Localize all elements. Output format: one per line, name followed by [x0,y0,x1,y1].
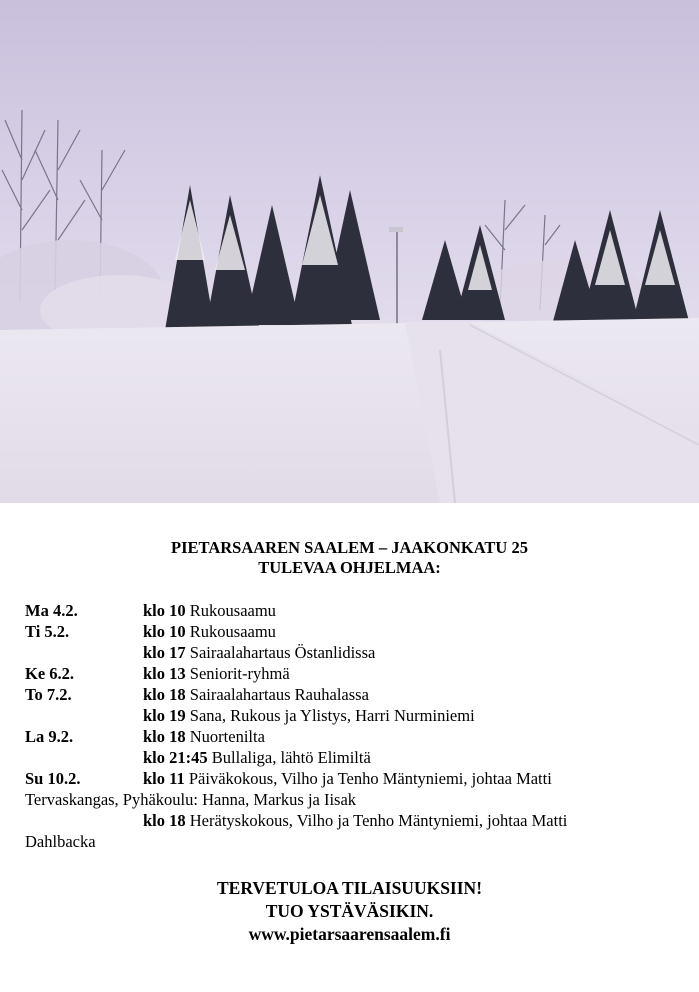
schedule-row [25,768,685,789]
church-address-title: PIETARSAAREN SAALEM – JAAKONKATU 25 [171,538,528,557]
schedule-event: Rukousaamu [189,622,276,641]
schedule-day [25,705,143,726]
schedule-day [25,642,143,663]
schedule-row [25,705,685,726]
schedule-row [25,600,685,621]
schedule-time: klo 19 [143,706,186,725]
schedule-time: klo 18 [143,811,186,830]
schedule-event: Seniorit-ryhmä [189,664,290,683]
schedule-event: Päiväkokous, Vilho ja Tenho Mäntyniemi, johtaa Matti [188,769,552,788]
schedule-event: Rukousaamu [189,601,276,620]
schedule-event: Nuortenilta [189,727,265,746]
schedule-row [25,810,685,831]
schedule-row [25,684,685,705]
schedule-day: Ti 5.2. [25,622,70,641]
schedule-time: klo 17 [143,643,186,662]
schedule-event: Herätyskokous, Vilho ja Tenho Mäntyniemi, johtaa Matti [189,811,568,830]
welcome-text: TERVETULOA TILAISUUKSIIN! [216,878,483,898]
schedule-day [25,747,143,768]
schedule-row [25,747,685,768]
schedule-time: klo 10 [143,622,186,641]
schedule-row [25,663,685,684]
schedule-event: Sana, Rukous ja Ylistys, Harri Nurminiemi [189,706,475,725]
schedule-day: La 9.2. [25,727,74,746]
schedule-day: To 7.2. [25,685,72,704]
schedule-time: klo 10 [143,601,186,620]
schedule-row [25,642,685,663]
program-title: TULEVAA OHJELMAA: [258,558,441,577]
schedule-day [25,810,143,831]
schedule-row-continuation [25,831,685,852]
schedule-day: Ke 6.2. [25,664,75,683]
schedule-row [25,621,685,642]
schedule-time: klo 21:45 [143,748,208,767]
program-schedule [25,600,685,852]
church-header [0,538,699,578]
schedule-event-continuation: Dahlbacka [25,832,96,851]
schedule-time: klo 11 [143,769,185,788]
schedule-row-continuation [25,789,685,810]
schedule-event: Sairaalahartaus Östanlidissa [189,643,376,662]
schedule-time: klo 18 [143,727,186,746]
schedule-row [25,726,685,747]
schedule-event: Bullaliga, lähtö Elimiltä [211,748,371,767]
schedule-time: klo 18 [143,685,186,704]
welcome-footer [0,877,699,946]
schedule-day: Su 10.2. [25,769,81,788]
schedule-time: klo 13 [143,664,186,683]
bring-friend-text: TUO YSTÄVÄSIKIN. [265,901,434,921]
schedule-event-continuation: Tervaskangas, Pyhäkoulu: Hanna, Markus ja Iisak [25,790,357,809]
schedule-event: Sairaalahartaus Rauhalassa [189,685,369,704]
schedule-day: Ma 4.2. [25,601,78,620]
website-link[interactable]: www.pietarsaarensaalem.fi [248,924,451,944]
